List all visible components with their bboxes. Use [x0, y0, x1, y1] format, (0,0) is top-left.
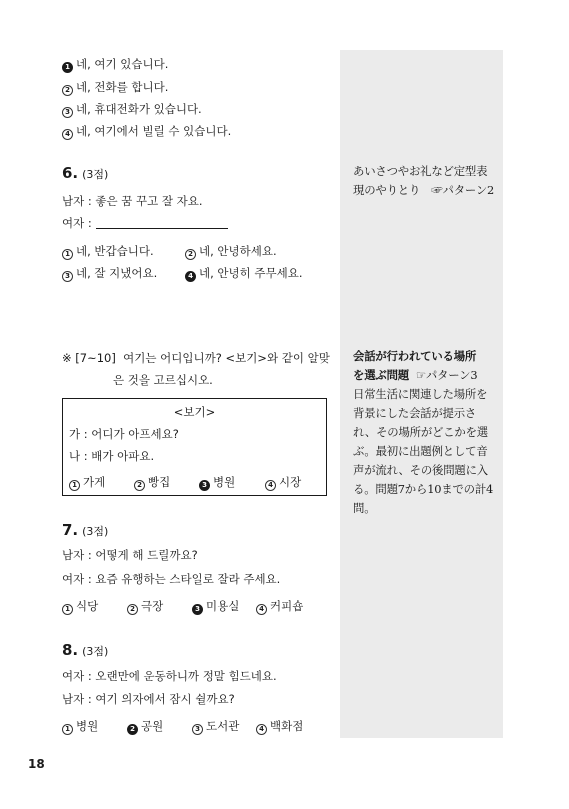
q7-heading: 7. (3점)	[62, 521, 109, 539]
q7-line1: 남자 : 어떻게 해 드릴까요?	[62, 548, 198, 562]
option-mark: 2	[185, 249, 196, 260]
q7-option-2: 2 극장	[127, 598, 163, 615]
answer-mark-filled: 4	[185, 271, 196, 282]
q5-option-1: 1 네, 여기 있습니다.	[62, 56, 168, 73]
answer-mark-filled: 3	[199, 480, 210, 491]
option-mark: 4	[256, 724, 267, 735]
q6-option-3: 3 네, 잘 지냈어요.	[62, 265, 157, 282]
q6-line2: 여자 :	[62, 215, 228, 231]
section-instruction-line2: 은 것을 고르십시오.	[113, 373, 213, 387]
example-option-2: 2 빵집	[134, 474, 170, 491]
option-mark: 4	[265, 480, 276, 491]
q6-option-2: 2 네, 안녕하세요.	[185, 243, 277, 260]
option-mark: 3	[62, 271, 73, 282]
q7-option-1: 1 식당	[62, 598, 98, 615]
example-title: <보기>	[173, 405, 216, 419]
page-number: 18	[28, 757, 45, 771]
answer-mark-filled: 2	[127, 724, 138, 735]
q5-option-3: 3 네, 휴대전화가 있습니다.	[62, 101, 202, 118]
example-line2: 나 : 배가 아파요.	[69, 449, 155, 463]
q6-option-4: 4 네, 안녕히 주무세요.	[185, 265, 303, 282]
option-mark: 4	[62, 129, 73, 140]
q8-line2: 남자 : 여기 의자에서 잠시 쉴까요?	[62, 692, 235, 706]
sidebar-note-location: 会話が行われている場所 を選ぶ問題 ☞パターン3 日常生活に関連した場所を背景にした会話が提示され、その場所がどこかを選ぶ。最初に出題例として音声が流れ、その後問題に入る。問題7から10までの計4問。	[353, 349, 494, 515]
answer-mark-filled: 1	[62, 62, 73, 73]
q6-line1: 남자 : 좋은 꿈 꾸고 잘 자요.	[62, 194, 203, 208]
answer-blank	[96, 228, 228, 229]
option-mark: 2	[134, 480, 145, 491]
option-mark: 1	[62, 604, 73, 615]
option-mark: 3	[62, 107, 73, 118]
option-mark: 4	[256, 604, 267, 615]
q7-option-4: 4 커피숍	[256, 598, 303, 615]
q6-heading: 6. (3점)	[62, 164, 109, 182]
q8-option-3: 3 도서관	[192, 718, 239, 735]
q7-option-3: 3 미용실	[192, 598, 239, 615]
option-mark: 3	[192, 724, 203, 735]
option-mark: 2	[62, 85, 73, 96]
answer-mark-filled: 3	[192, 604, 203, 615]
example-box	[62, 398, 327, 496]
option-mark: 2	[127, 604, 138, 615]
option-mark: 1	[62, 249, 73, 260]
q8-option-1: 1 병원	[62, 718, 98, 735]
q8-heading: 8. (3점)	[62, 641, 109, 659]
example-option-3: 3 병원	[199, 474, 235, 491]
q5-option-2: 2 네, 전화를 합니다.	[62, 79, 168, 96]
q7-line2: 여자 : 요즘 유행하는 스타일로 잘라 주세요.	[62, 572, 281, 586]
q8-option-4: 4 백화점	[256, 718, 303, 735]
q6-option-1: 1 네, 반갑습니다.	[62, 243, 154, 260]
example-line1: 가 : 어디가 아프세요?	[69, 427, 179, 441]
option-mark: 1	[69, 480, 80, 491]
q8-option-2: 2 공원	[127, 718, 163, 735]
option-mark: 1	[62, 724, 73, 735]
q5-option-4: 4 네, 여기에서 빌릴 수 있습니다.	[62, 123, 231, 140]
q8-line1: 여자 : 오랜만에 운동하니까 정말 힘드네요.	[62, 669, 277, 683]
section-instruction-line1: ※ [7~10] 여기는 어디입니까? <보기>와 같이 알맞	[62, 351, 330, 365]
example-option-1: 1 가게	[69, 474, 105, 491]
example-option-4: 4 시장	[265, 474, 301, 491]
sidebar-note-greetings: あいさつやお礼など定型表 現のやりとり ☞パターン2	[353, 164, 495, 197]
